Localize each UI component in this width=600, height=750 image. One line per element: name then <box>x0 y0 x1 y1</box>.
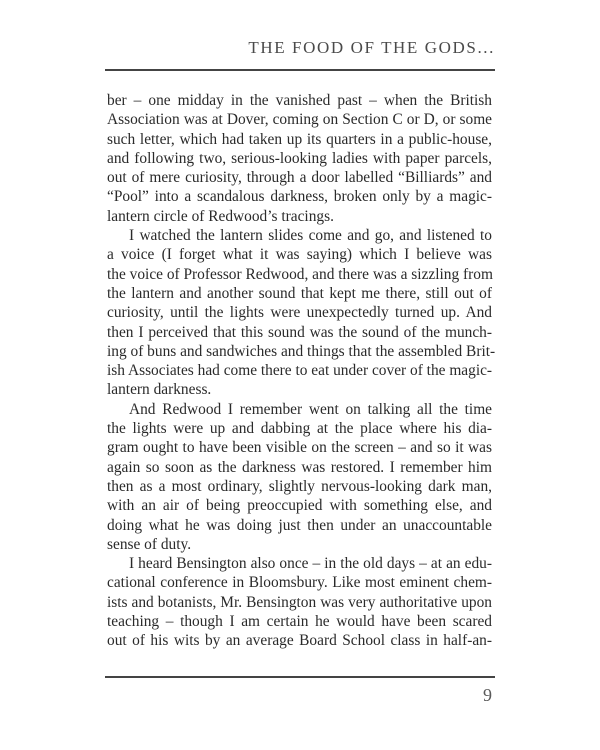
text-line: cational conference in Bloomsbury. Like most eminent chem- <box>107 574 492 592</box>
paragraph <box>107 91 492 226</box>
text-line: with an air of being preoccupied with something else, and <box>107 497 492 515</box>
text-line: then as a most ordinary, slightly nervous-looking dark man, <box>107 477 492 495</box>
text-line: the voice of Professor Redwood, and there was a sizzling from <box>107 265 493 283</box>
text-line: again so soon as the darkness was restored. I remember him <box>107 458 492 476</box>
text-line: gram ought to have been visible on the screen – and so it was <box>107 439 492 457</box>
text-line: “Pool” into a scandalous darkness, broken only by a magic- <box>107 188 492 206</box>
footer-rule <box>105 676 495 678</box>
text-line: lantern darkness. <box>107 381 212 399</box>
text-line: ists and botanists, Mr. Bensington was very authoritative upon <box>107 593 492 611</box>
text-line: sense of duty. <box>107 535 192 553</box>
header-rule <box>105 69 495 71</box>
text-line: out of his wits by an average Board School class in half-an- <box>107 632 492 650</box>
body-text <box>107 91 496 651</box>
text-line: such letter, which had taken up its quarters in a public-house, <box>107 130 492 148</box>
text-line: I watched the lantern slides come and go, and listened to <box>129 227 492 245</box>
text-line: then I perceived that this sound was the sound of the munch- <box>107 323 492 341</box>
text-line: ber – one midday in the vanished past – when the British <box>107 92 492 109</box>
page-number: 9 <box>483 685 492 705</box>
paragraph <box>107 554 492 650</box>
text-line: the lantern and another sound that kept me there, still out of <box>107 284 492 302</box>
text-line: curiosity, until the lights were unexpectedly turned up. And <box>107 304 492 322</box>
text-line: ing of buns and sandwiches and things that the assembled Brit- <box>107 342 496 360</box>
text-line: I heard Bensington also once – in the old days – at an edu- <box>129 555 492 573</box>
text-line: Association was at Dover, coming on Section C or D, or some <box>107 111 492 129</box>
text-line: the lights were up and dabbing at the place where his dia- <box>107 420 492 438</box>
text-line: ish Associates had come there to eat under cover of the magic- <box>107 362 493 380</box>
text-line: out of mere curiosity, through a door labelled “Billiards” and <box>107 169 492 187</box>
running-head-title: THE FOOD OF THE GODS... <box>248 38 495 57</box>
text-line: doing what he was doing just then under an unaccountable <box>107 516 492 534</box>
paragraph <box>107 226 496 400</box>
text-line: a voice (I forget what it was saying) which I believe was <box>107 246 492 264</box>
text-line: teaching – though I am certain he would have been scared <box>107 613 492 631</box>
text-line: and following two, serious-looking ladies with paper parcels, <box>107 149 492 167</box>
text-line: And Redwood I remember went on talking all the time <box>129 400 492 418</box>
text-line: lantern circle of Redwood’s tracings. <box>107 207 334 225</box>
paragraph <box>107 400 492 554</box>
